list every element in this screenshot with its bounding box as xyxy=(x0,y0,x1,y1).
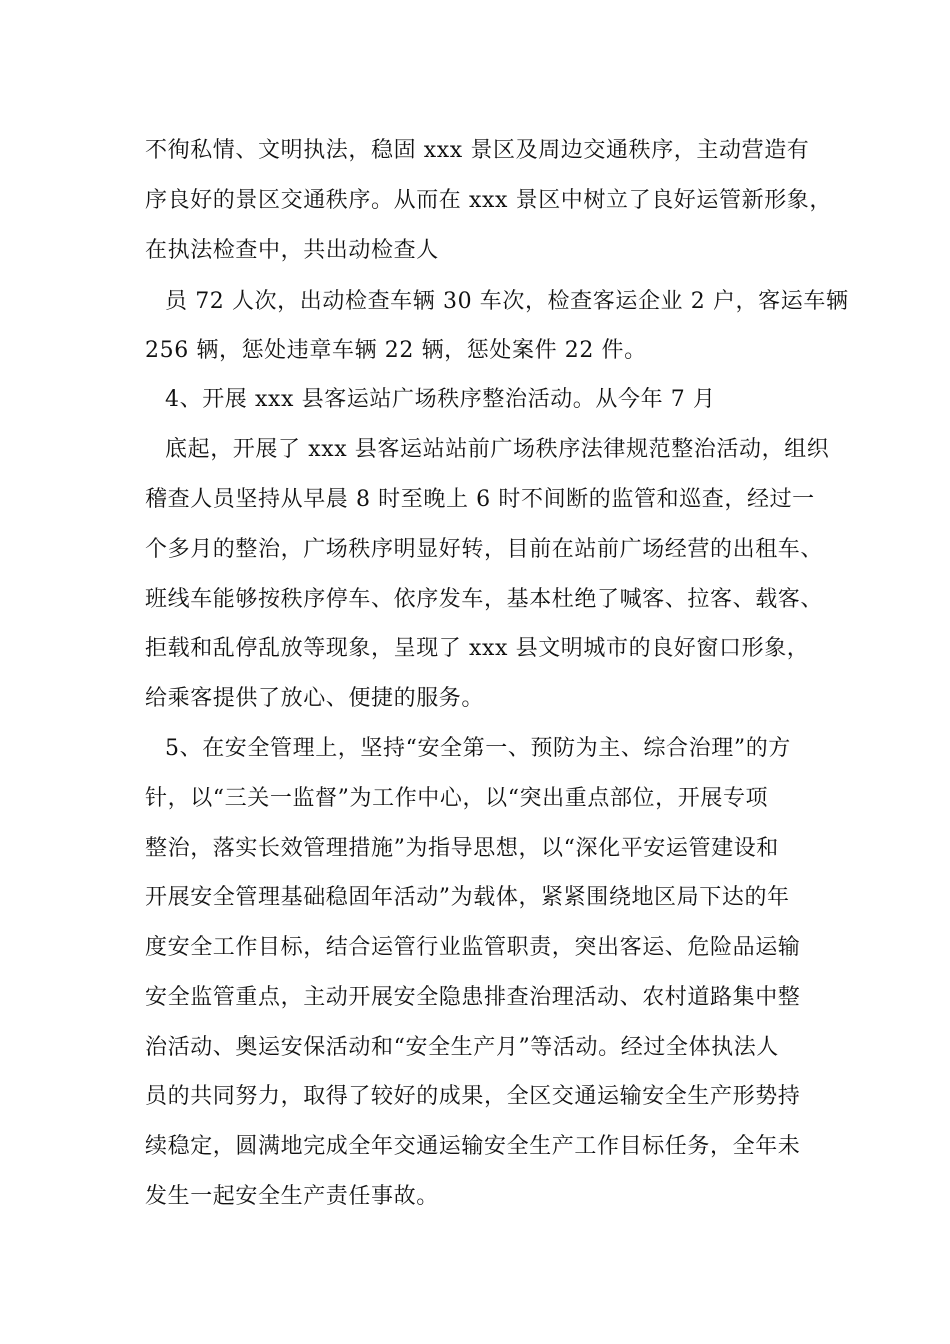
text-line: 不徇私情、文明执法，稳固 xxx 景区及周边交通秩序，主动营造有 xyxy=(145,138,810,163)
text-line: 度安全工作目标，结合运管行业监管职责，突出客运、危险品运输 xyxy=(145,935,801,960)
text-line: 员 72 人次，出动检查车辆 30 车次，检查客运企业 2 户，客运车辆 xyxy=(165,289,849,314)
text-line: 开展安全管理基础稳固年活动”为载体，紧紧围绕地区局下达的年 xyxy=(145,885,790,910)
text-line: 续稳定，圆满地完成全年交通运输安全生产工作目标任务，全年未 xyxy=(145,1134,801,1159)
text-line: 在执法检查中，共出动检查人 xyxy=(145,238,439,263)
text-line: 序良好的景区交通秩序。从而在 xxx 景区中树立了良好运管新形象， xyxy=(145,188,833,213)
text-line: 员的共同努力，取得了较好的成果，全区交通运输安全生产形势持 xyxy=(145,1084,801,1109)
text-line: 256 辆，惩处违章车辆 22 辆，惩处案件 22 件。 xyxy=(145,338,647,363)
text-line: 给乘客提供了放心、便捷的服务。 xyxy=(145,686,485,711)
text-line: 治活动、奥运安保活动和“安全生产月”等活动。经过全体执法人 xyxy=(145,1035,779,1060)
text-line: 4、开展 xxx 县客运站广场秩序整治活动。从今年 7 月 xyxy=(165,387,716,412)
text-line: 安全监管重点，主动开展安全隐患排查治理活动、农村道路集中整 xyxy=(145,985,801,1010)
text-line: 整治，落实长效管理措施”为指导思想，以“深化平安运管建设和 xyxy=(145,836,779,861)
text-line: 针，以“三关一监督”为工作中心，以“突出重点部位，开展专项 xyxy=(145,786,769,811)
text-line: 拒载和乱停乱放等现象，呈现了 xxx 县文明城市的良好窗口形象， xyxy=(145,636,810,661)
text-line: 班线车能够按秩序停车、依序发车，基本杜绝了喊客、拉客、载客、 xyxy=(145,587,824,612)
text-line: 5、在安全管理上，坚持“安全第一、预防为主、综合治理”的方 xyxy=(165,736,791,761)
text-line: 底起，开展了 xxx 县客运站站前广场秩序法律规范整治活动，组织 xyxy=(165,437,830,462)
text-line: 发生一起安全生产责任事故。 xyxy=(145,1184,439,1209)
text-line: 个多月的整治，广场秩序明显好转，目前在站前广场经营的出租车、 xyxy=(145,537,824,562)
text-line: 稽查人员坚持从早晨 8 时至晚上 6 时不间断的监管和巡查，经过一 xyxy=(145,487,815,512)
